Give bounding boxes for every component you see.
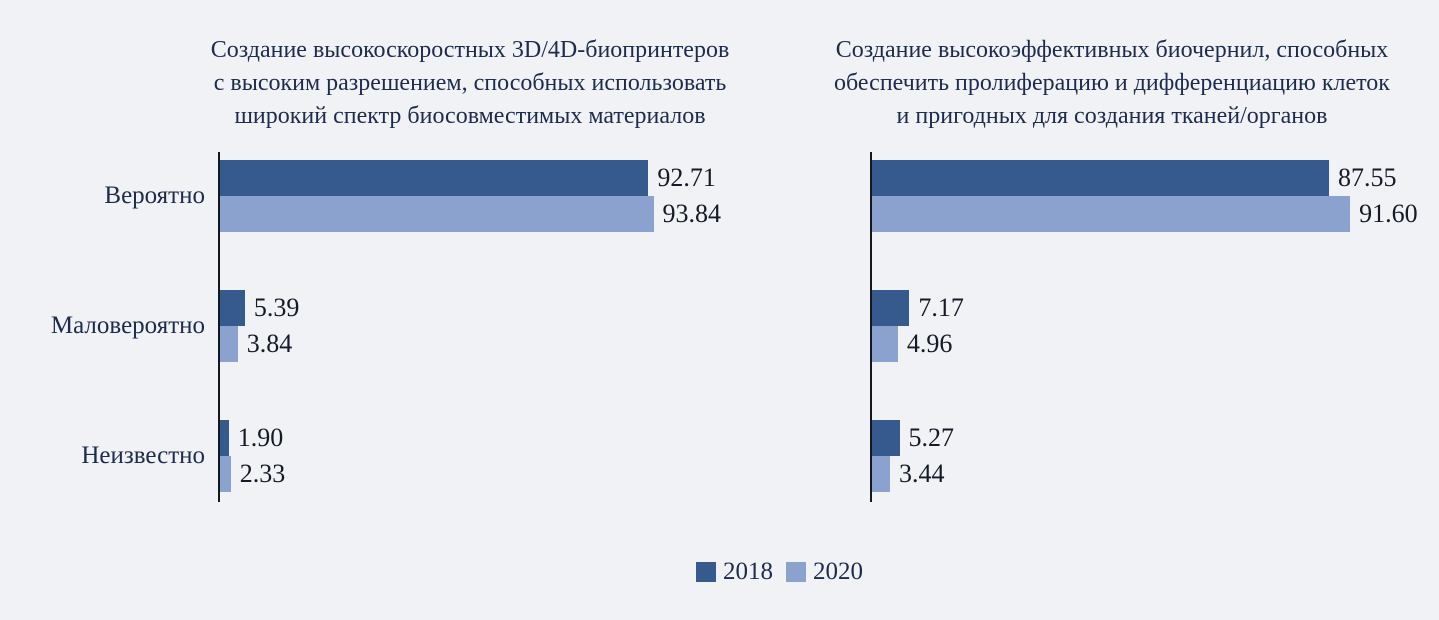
bar-value-label: 3.44	[898, 459, 945, 488]
bar-2020	[220, 196, 654, 232]
category-label	[762, 290, 870, 362]
bar-row	[220, 196, 722, 232]
bar-row	[872, 456, 1394, 492]
bar-row	[872, 160, 1397, 196]
bar-2020	[872, 196, 1350, 232]
bar-row	[872, 290, 1394, 326]
bar-2018	[872, 160, 1329, 196]
category-label	[762, 420, 870, 492]
legend-swatch-2020-icon	[786, 562, 806, 582]
bar-row	[220, 160, 716, 196]
chart-title-line: обеспечить пролиферацию и дифференциацию клеток	[834, 70, 1390, 96]
chart-title-line: с высоким разрешением, способных использовать	[213, 70, 727, 96]
bar-value-label: 2.33	[239, 459, 286, 488]
bar-value-label: 5.27	[908, 423, 954, 452]
bar-value-label: 7.17	[918, 293, 964, 322]
bar-value-label: 87.55	[1338, 163, 1397, 192]
plot-area	[218, 152, 722, 502]
chart-title-line: Создание высокоэффективных биочернил, способных	[835, 37, 1389, 63]
bar-group	[220, 160, 722, 232]
legend-label-2020: 2020	[813, 558, 863, 585]
legend	[120, 558, 1439, 586]
legend-item-2018	[696, 558, 773, 586]
bar-value-label: 93.84	[662, 199, 722, 228]
category-labels	[762, 152, 870, 502]
bar-2020	[220, 326, 238, 362]
bar-2018	[220, 290, 245, 326]
bar-row	[220, 456, 682, 492]
legend-swatch-2018-icon	[696, 562, 716, 582]
bar-value-label: 92.71	[657, 163, 716, 192]
bar-row	[220, 326, 682, 362]
category-label: Вероятно	[104, 182, 205, 209]
chart-title	[817, 34, 1407, 133]
chart-body	[0, 152, 762, 502]
legend-label-2018: 2018	[723, 558, 773, 585]
chart-title	[190, 34, 750, 133]
bar-row	[872, 420, 1394, 456]
chart-title-line: широкий спектр биосовместимых материалов	[234, 103, 706, 129]
bar-group	[872, 290, 1394, 362]
bar-value-label: 91.60	[1359, 199, 1418, 228]
chart-body	[762, 152, 1439, 502]
bar-value-label: 1.90	[237, 423, 284, 452]
bar-2018	[220, 160, 648, 196]
bar-value-label: 4.96	[906, 329, 953, 358]
bar-row	[220, 420, 682, 456]
chart-bioprinters	[0, 34, 762, 502]
plot-area	[870, 152, 1418, 502]
bar-2018	[872, 420, 900, 456]
chart-title-line: Создание высокоскоростных 3D/4D-биопринтеров	[210, 37, 730, 63]
bar-group	[872, 160, 1418, 232]
bar-2018	[220, 420, 229, 456]
category-label: Неизвестно	[81, 442, 205, 469]
bar-value-label: 3.84	[246, 329, 293, 358]
bar-group	[220, 290, 682, 362]
bar-2018	[872, 290, 909, 326]
category-labels	[0, 152, 218, 502]
bar-2020	[220, 456, 231, 492]
bar-group	[872, 420, 1394, 492]
bar-row	[872, 326, 1394, 362]
chart-bioinks	[762, 34, 1439, 502]
chart-title-line: и пригодных для создания тканей/органов	[896, 103, 1328, 129]
bar-row	[872, 196, 1418, 232]
bar-group	[220, 420, 682, 492]
legend-item-2020	[786, 558, 863, 586]
bar-2020	[872, 456, 890, 492]
category-label	[762, 160, 870, 232]
bar-value-label: 5.39	[253, 293, 300, 322]
category-label: Маловероятно	[50, 312, 205, 339]
bar-row	[220, 290, 682, 326]
bar-2020	[872, 326, 898, 362]
